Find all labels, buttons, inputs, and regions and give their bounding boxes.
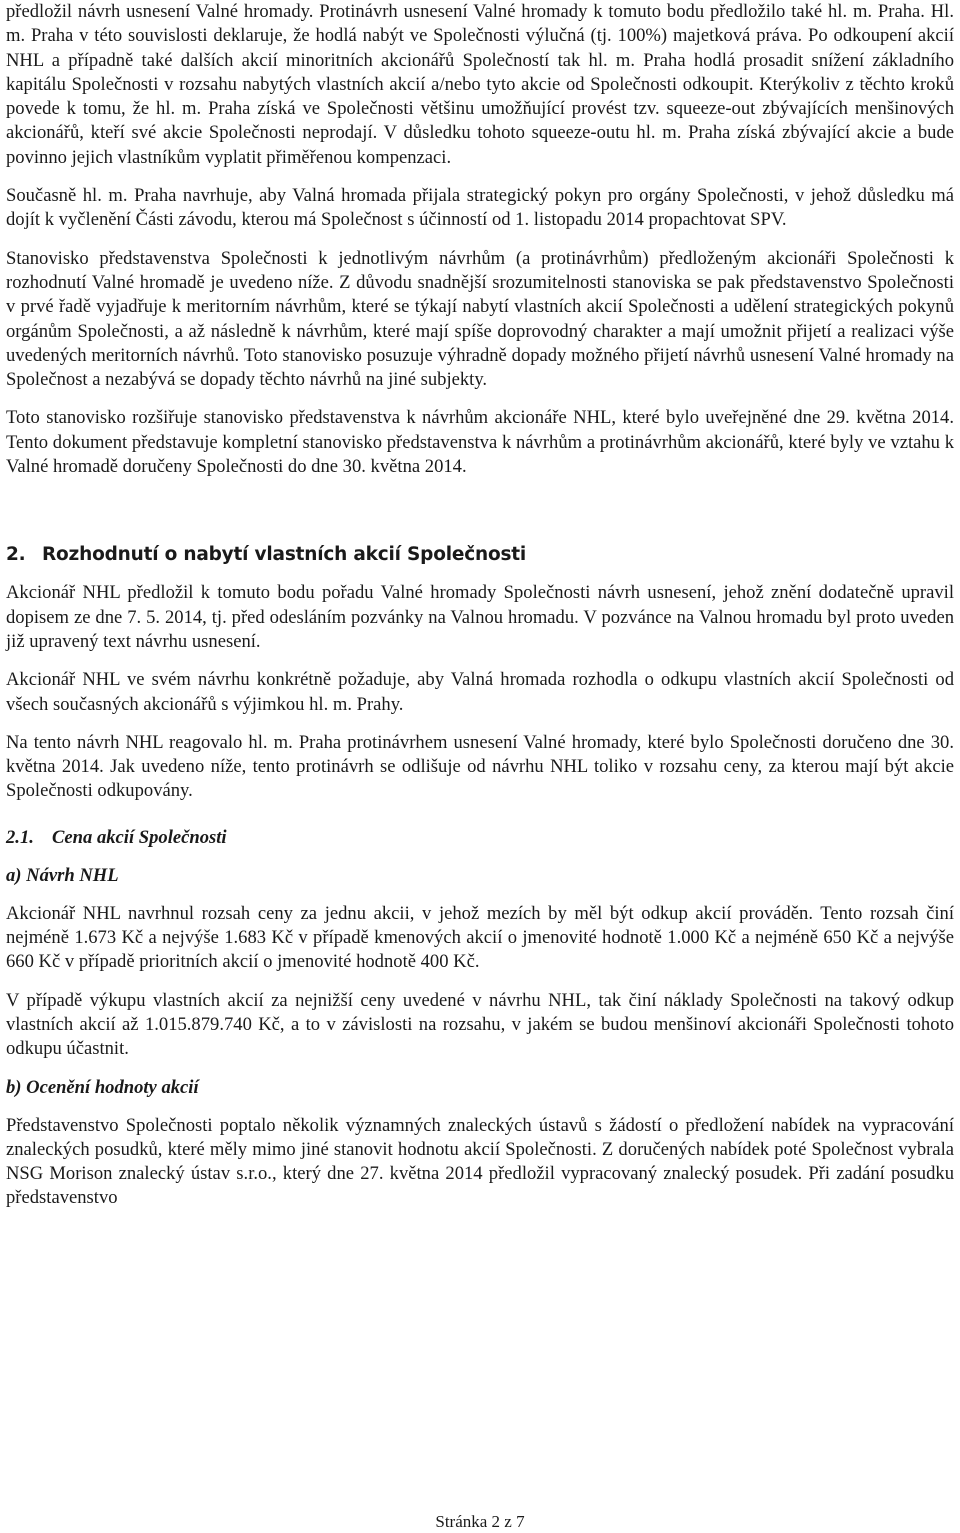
section-2-number: 2. (6, 544, 26, 566)
subsection-b-heading: b) Ocenění hodnoty akcií (6, 1076, 199, 1098)
section-2-1-number: 2.1. (6, 826, 34, 848)
page-footer: Stránka 2 z 7 (435, 1512, 525, 1531)
subsection-b-paragraph-1: Představenstvo Společnosti poptalo několik významných znaleckých ústavů s žádostí o předložení nabídek na vypracování znaleckých posudků, které měly mimo jiné stanovit hodnotu akcií Společnosti. Z doručených nabídek poté Společnost vybrala NSG Morison znalecký ústav s.r.o., který dne 27. května 2014 předložil vypracovaný znalecký posudek. Při zadání posudku představenstvo (6, 1114, 954, 1209)
document-page (6, 0, 954, 1533)
intro-paragraph-3: Stanovisko představenstva Společnosti k jednotlivým návrhům (a protinávrhům) předloženým akcionáři Společnosti k rozhodnutí Valné hromadě je uvedeno níže. Z důvodu snadnější srozumitelnosti stanoviska se pak představenstvo Společnosti v prvé řadě vyjadřuje k meritorním návrhům, které se týkají nabytí vlastních akcií Společnosti a udělení strategických pokynů orgánům Společnosti, a až následně k návrhům, které mají spíše doprovodný charakter a mají umožnit přijetí a realizaci výše uvedených meritorních návrhů. Toto stanovisko posuzuje výhradně dopady možného přijetí návrhů usnesení Valné hromady na Společnost a nezabývá se dopady těchto návrhů na jiné subjekty. (6, 247, 954, 391)
intro-paragraph-2: Současně hl. m. Praha navrhuje, aby Valná hromada přijala strategický pokyn pro orgány Společnosti, v jehož důsledku má dojít k vyčlenění Části závodu, kterou má Společnost s účinností od 1. listopadu 2014 propachtovat SPV. (6, 185, 954, 231)
section-2-paragraph-3: Na tento návrh NHL reagovalo hl. m. Praha protinávrhem usnesení Valné hromady, které bylo Společnosti doručeno dne 30. května 2014. Jak uvedeno níže, tento protinávrh se odlišuje od návrhu NHL toliko v rozsahu ceny, za kterou mají být akcie Společnosti odkupovány. (6, 731, 954, 802)
section-2-title: Rozhodnutí o nabytí vlastních akcií Společnosti (42, 544, 527, 566)
section-2-paragraph-2: Akcionář NHL ve svém návrhu konkrétně požaduje, aby Valná hromada rozhodla o odkupu vlastních akcií Společnosti od všech současných akcionářů s výjimkou hl. m. Prahy. (6, 669, 954, 715)
section-2-heading (6, 543, 954, 567)
intro-paragraph-4: Toto stanovisko rozšiřuje stanovisko představenstva k návrhům akcionáře NHL, které bylo uveřejněné dne 29. května 2014. Tento dokument představuje kompletní stanovisko představenstva k návrhům a protinávrhům akcionářů, které byly ve vztahu k Valné hromadě doručeny Společnosti do dne 30. května 2014. (6, 407, 954, 478)
section-2-paragraph-1: Akcionář NHL předložil k tomuto bodu pořadu Valné hromady Společnosti návrh usnesení, jehož znění dodatečně upravil dopisem ze dne 7. 5. 2014, tj. před odesláním pozvánky na Valnou hromadu. V pozvánce na Valnou hromadu byl proto uveden již upravený text návrhu usnesení. (6, 582, 954, 652)
subsection-a-paragraph-1: Akcionář NHL navrhnul rozsah ceny za jednu akcii, v jehož mezích by měl být odkup akcií prováděn. Tento rozsah činí nejméně 1.673 Kč a nejvýše 1.683 Kč v případě kmenových akcií o jmenovité hodnotě 1.000 Kč a nejméně 650 Kč a nejvýše 660 Kč v případě prioritních akcií o jmenovité hodnotě 400 Kč. (6, 902, 954, 973)
subsection-a-paragraph-2: V případě výkupu vlastních akcií za nejnižší ceny uvedené v návrhu NHL, tak činí náklady Společnosti na takový odkup vlastních akcií až 1.015.879.740 Kč, a to v závislosti na rozsahu, v jakém se budou menšinoví akcionáři Společnosti tohoto odkupu účastnit. (6, 989, 954, 1060)
section-2-1-title: Cena akcií Společnosti (52, 826, 227, 848)
section-2-1-heading (6, 826, 954, 850)
intro-paragraph-1: předložil návrh usnesení Valné hromady. Protinávrh usnesení Valné hromady k tomuto bodu předložilo také hl. m. Praha. Hl. m. Praha v této souvislosti deklaruje, že hodlá nabýt ve Společnosti výlučná (tj. 100%) majetková práva. Po odkoupení akcií NHL a případně také dalších akcií minoritních akcionářů Společností tak hl. m. Praha hodlá prosadit snížení základního kapitálu Společnosti v rozsahu nabytých vlastních akcií a/nebo tyto akcie od Společnosti odkoupit. Kterýkoliv z těchto kroků povede k tomu, že hl. m. Praha získá ve Společnosti většinu umožňující provést tzv. squeeze-out zbývajících menšinových akcionářů, kteří své akcie Společnosti neprodají. V důsledku tohoto squeeze-outu hl. m. Praha získá zbývající akcie a bude povinno jejich vlastníkům vyplatit přiměřenou kompenzaci. (6, 1, 954, 168)
subsection-a-heading: a) Návrh NHL (6, 864, 119, 886)
